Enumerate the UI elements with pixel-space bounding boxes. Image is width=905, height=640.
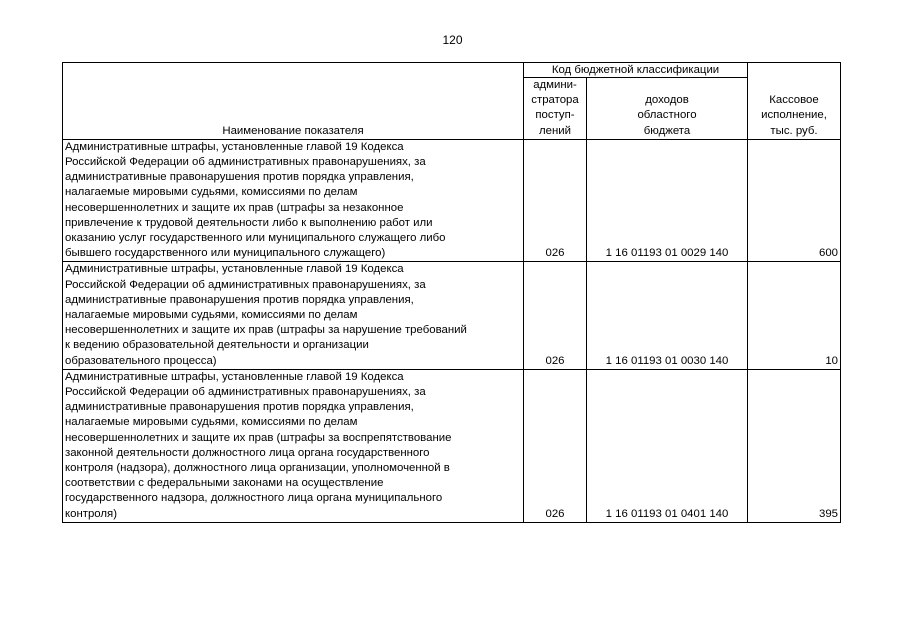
- budget-table: [62, 62, 841, 523]
- row-name: Административные штрафы, установленные главой 19 Кодекса Российской Федерации об административных правонарушениях, за административные правонарушения против порядка управления, налагаемые мировыми судьями, комиссиями по делам несовершеннолетних и защите их прав (штрафы за незаконное привлечение к трудовой деятельности либо к выполнению работ или оказанию услуг государственного или муниципального служащего либо бывшего государственного или муниципального служащего): [63, 139, 524, 262]
- row-income-code: 1 16 01193 01 0030 140: [587, 262, 748, 369]
- header-administrator: админи- стратора поступ- лений: [524, 78, 587, 140]
- header-name: Наименование показателя: [63, 63, 524, 140]
- page-number: 120: [442, 33, 463, 47]
- row-admin-code: 026: [524, 262, 587, 369]
- header-income: доходов областного бюджета: [587, 78, 748, 140]
- header-execution: Кассовое исполнение, тыс. руб.: [748, 63, 841, 140]
- row-execution: 600: [748, 139, 841, 262]
- row-execution: 395: [748, 369, 841, 522]
- row-income-code: 1 16 01193 01 0401 140: [587, 369, 748, 522]
- row-name: Административные штрафы, установленные главой 19 Кодекса Российской Федерации об административных правонарушениях, за административные правонарушения против порядка управления, налагаемые мировыми судьями, комиссиями по делам несовершеннолетних и защите их прав (штрафы за воспрепятствование законной деятельности должностного лица органа государственного контроля (надзора), должностного лица организации, уполномоченной в соответствии с федеральными законами на осуществление государственного надзора, должностного лица органа муниципального контроля): [63, 369, 524, 522]
- row-admin-code: 026: [524, 369, 587, 522]
- row-income-code: 1 16 01193 01 0029 140: [587, 139, 748, 262]
- row-name: Административные штрафы, установленные главой 19 Кодекса Российской Федерации об административных правонарушениях, за административные правонарушения против порядка управления, налагаемые мировыми судьями, комиссиями по делам несовершеннолетних и защите их прав (штрафы за нарушение требований к ведению образовательной деятельности и организации образовательного процесса): [63, 262, 524, 369]
- header-budget-code: Код бюджетной классификации: [524, 63, 748, 78]
- table-row: [63, 262, 841, 369]
- row-execution: 10: [748, 262, 841, 369]
- table-row: [63, 369, 841, 522]
- header-row-1: [63, 63, 841, 78]
- table-row: [63, 139, 841, 262]
- row-admin-code: 026: [524, 139, 587, 262]
